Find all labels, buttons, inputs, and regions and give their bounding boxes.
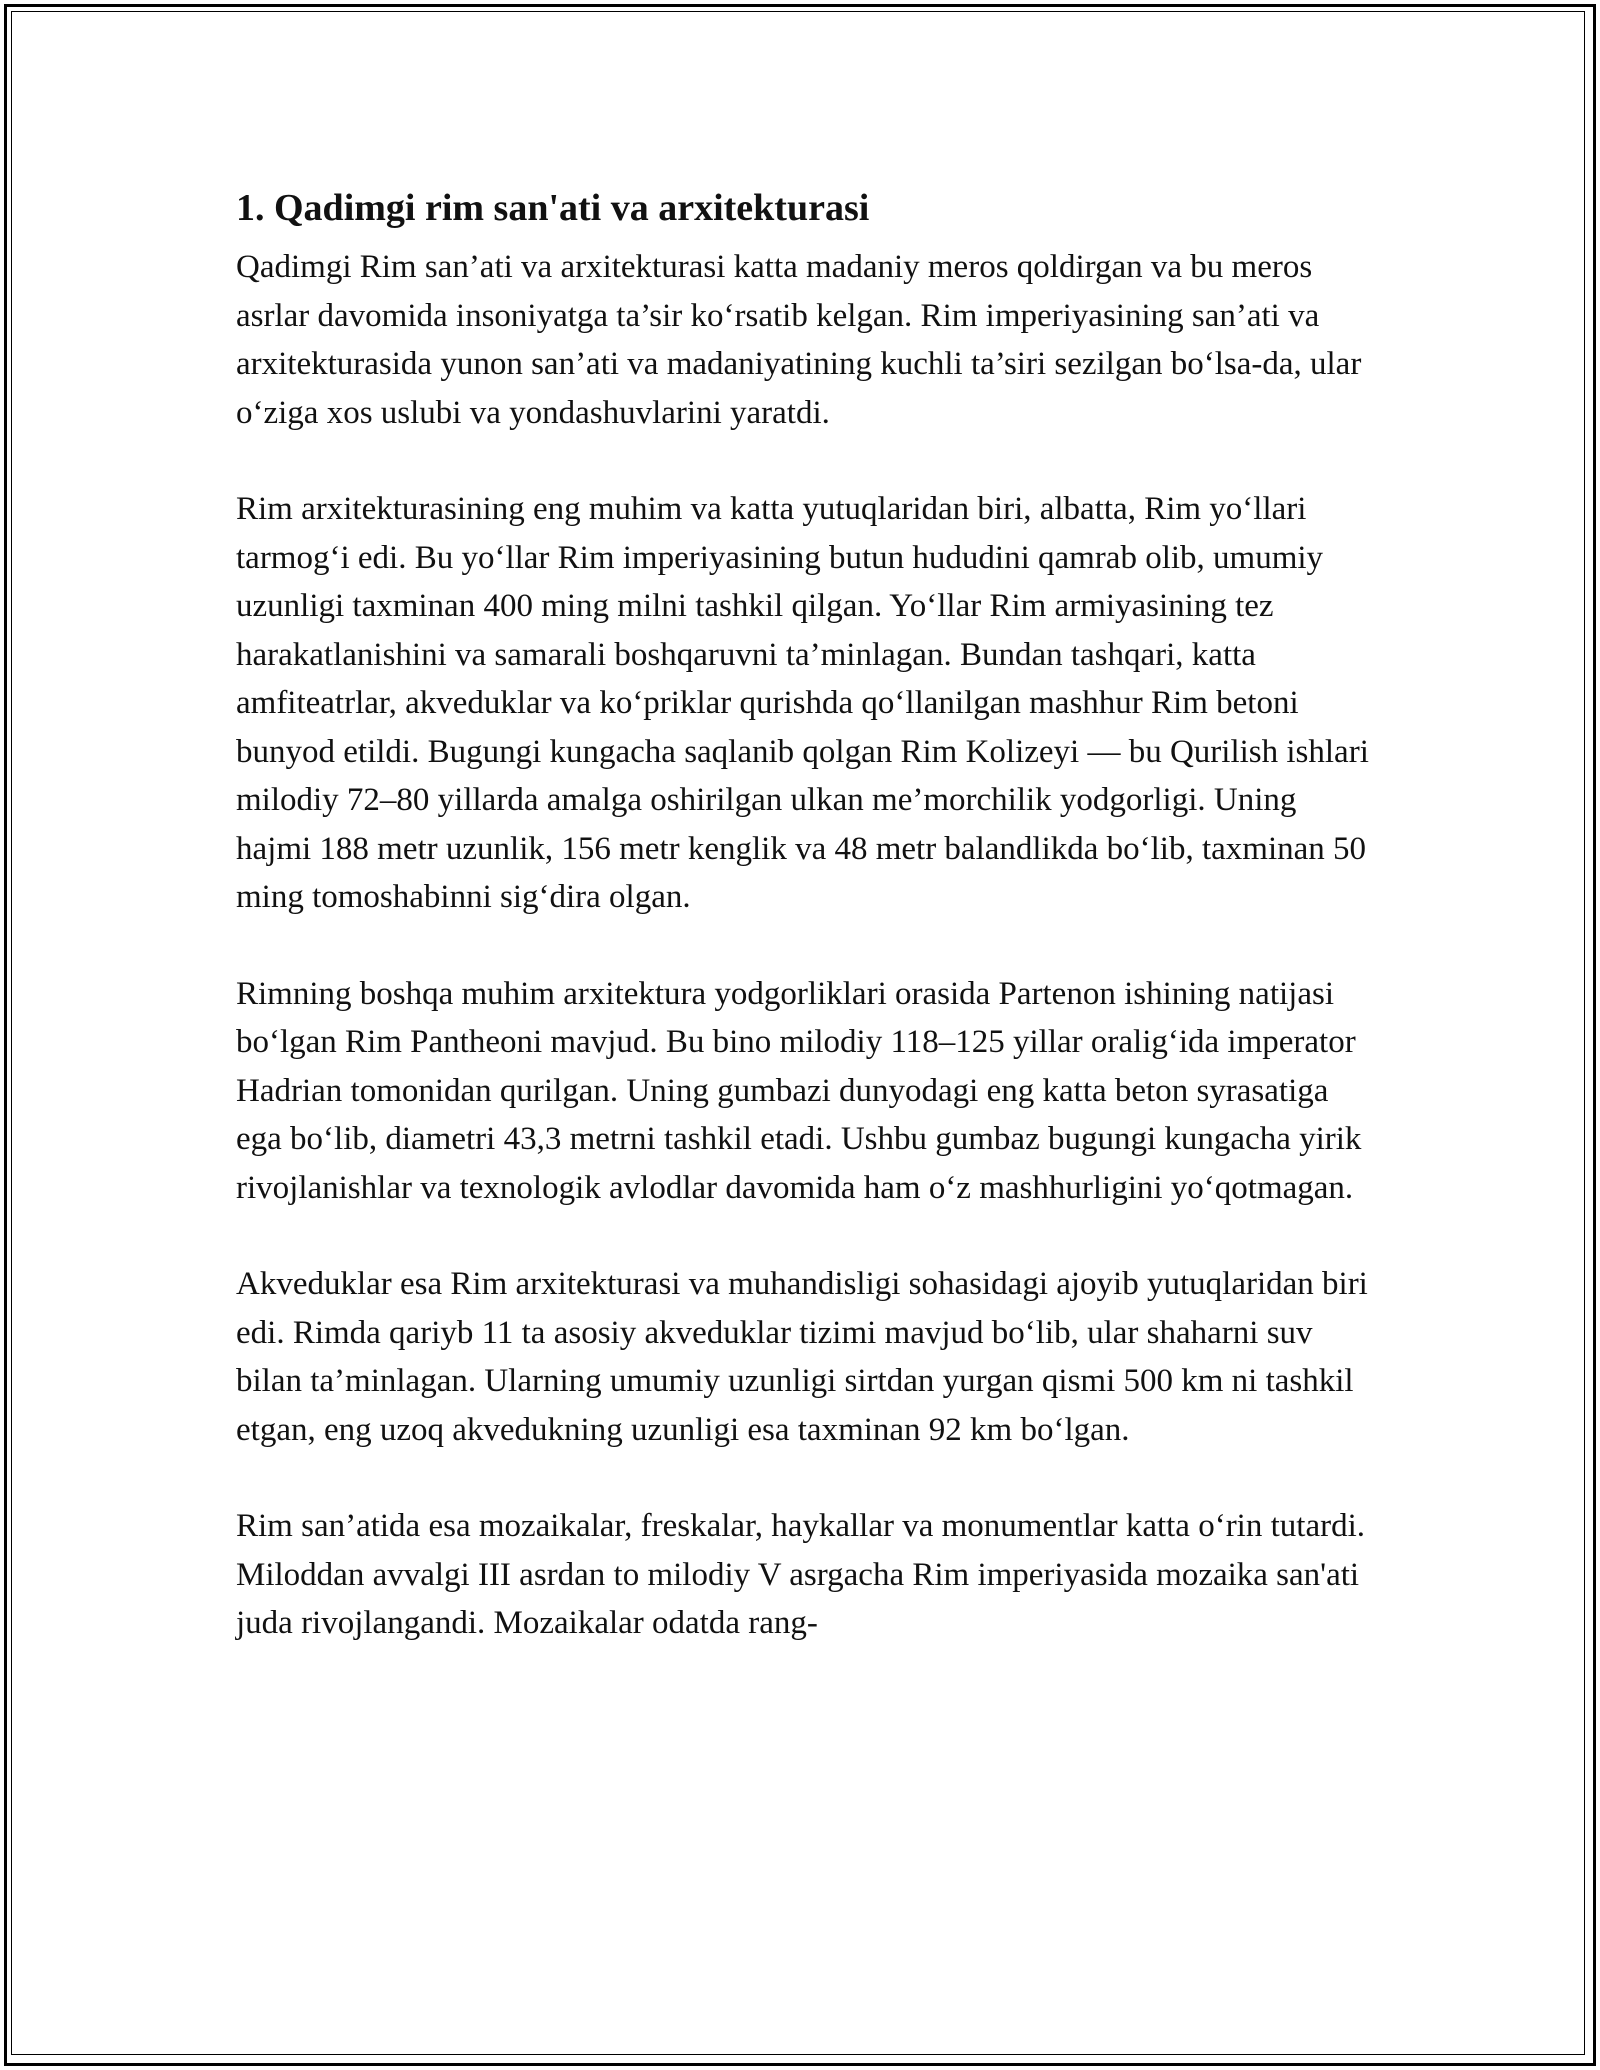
- section-heading: 1. Qadimgi rim san'ati va arxitekturasi: [236, 187, 870, 229]
- paragraph-mosaics: Rim san’atida esa mozaikalar, freskalar, haykallar va monumentlar katta o‘rin tutardi. Miloddan avvalgi III asrdan to milodiy V asrgacha Rim imperiyasida mozaika san'ati juda rivojlangandi. Mozaikalar odatda rang-: [236, 1508, 1365, 1641]
- paragraph-roads-colosseum: Rim arxitekturasining eng muhim va katta yutuqlaridan biri, albatta, Rim yo‘llari tarmog‘i edi. Bu yo‘llar Rim imperiyasining butun hududini qamrab olib, umumiy uzunligi taxminan 400 ming milni tashkil qilgan. Yo‘llar Rim armiyasining tez harakatlanishini va samarali boshqaruvni ta’minlagan. Bundan tashqari, katta amfiteatrlar, akveduklar va ko‘priklar qurishda qo‘llanilgan mashhur Rim betoni bunyod etildi. Bugungi kungacha saqlanib qolgan Rim Kolizeyi — bu Qurilish ishlari milodiy 72–80 yillarda amalga oshirilgan ulkan me’morchilik yodgorligi. Uning hajmi 188 metr uzunlik, 156 metr kenglik va 48 metr balandlikda bo‘lib, taxminan 50 ming tomoshabinni sig‘dira olgan.: [236, 491, 1369, 915]
- paragraph-intro: Qadimgi Rim san’ati va arxitekturasi katta madaniy meros qoldirgan va bu meros asrlar davomida insoniyatga ta’sir ko‘rsatib kelgan. Rim imperiyasining san’ati va arxitekturasida yunon san’ati va madaniyatining kuchli ta’siri sezilgan bo‘lsa-da, ular o‘ziga xos uslubi va yondashuvlarini yaratdi.: [236, 249, 1362, 431]
- document-body: [236, 185, 1376, 1696]
- paragraph-pantheon: Rimning boshqa muhim arxitektura yodgorliklari orasida Partenon ishining natijasi bo‘lgan Rim Pantheoni mavjud. Bu bino milodiy 118–125 yillar oralig‘ida imperator Hadrian tomonidan qurilgan. Uning gumbazi dunyodagi eng katta beton syrasatiga ega bo‘lib, diametri 43,3 metrni tashkil etadi. Ushbu gumbaz bugungi kungacha yirik rivojlanishlar va texnologik avlodlar davomida ham o‘z mashhurligini yo‘qotmagan.: [236, 975, 1362, 1206]
- paragraph-aqueducts: Akveduklar esa Rim arxitekturasi va muhandisligi sohasidagi ajoyib yutuqlaridan biri edi. Rimda qariyb 11 ta asosiy akveduklar tizimi mavjud bo‘lib, ular shaharni suv bilan ta’minlagan. Ularning umumiy uzunligi sirtdan yurgan qismi 500 km ni tashkil etgan, eng uzoq akvedukning uzunligi esa taxminan 92 km bo‘lgan.: [236, 1266, 1368, 1448]
